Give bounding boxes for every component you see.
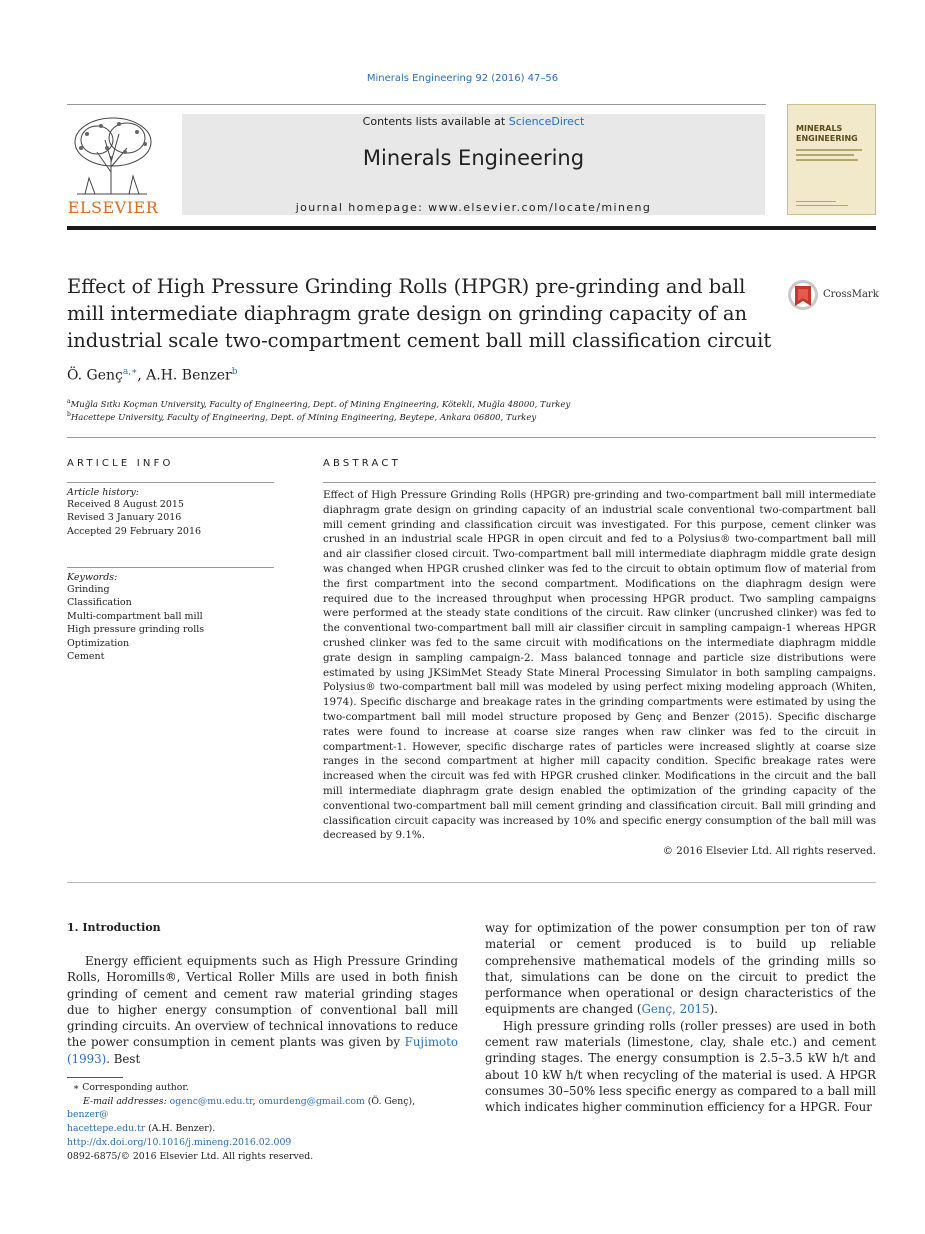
doi-link[interactable]: http://dx.doi.org/10.1016/j.mineng.2016.02.009 <box>67 1137 292 1148</box>
email-owner: (Ö. Genç), <box>364 1096 416 1107</box>
email-owner: (A.H. Benzer). <box>145 1122 216 1134</box>
cover-text-line <box>796 149 862 151</box>
elsevier-wordmark: ELSEVIER <box>67 198 159 217</box>
cover-text-line <box>796 154 854 156</box>
affiliation-text: Muğla Sıtkı Koçman University, Faculty of Engineering, Dept. of Mining Engineering, Kötekli, Muğla 48000, Turkey <box>70 399 571 410</box>
introduction-right-column <box>485 920 876 1116</box>
author-affiliation-marker[interactable]: a,∗ <box>122 367 138 377</box>
homepage-url[interactable]: www.elsevier.com/locate/mineng <box>428 201 652 214</box>
journal-homepage-line <box>182 201 765 214</box>
affiliation-marker: b <box>67 411 71 418</box>
affiliation-marker: a <box>67 398 71 405</box>
sciencedirect-link[interactable]: ScienceDirect <box>508 115 585 128</box>
abstract-copyright: © 2016 Elsevier Ltd. All rights reserved. <box>662 845 876 857</box>
abstract-text: Effect of High Pressure Grinding Rolls (HPGR) pre-grinding and two-compartment ball mill intermediate diaphragm grate design on grinding capacity of an industrial scale conventional two-compartment ball mill cement grinding and classification circuit was investigated. For this purpose, cement clinker was crushed in an industrial scale HPGR in open circuit and fed to a Polysius® two-compartment ball mill and air classifier closed circuit. Two-compartment ball mill intermediate diaphragm middle grate design was changed when HPGR crushed clinker was fed to the circuit to obtain optimum flow of material from the first compartment into the second compartment. Modifications on the diaphragm design were required due to the increased throughput when processing HPGR product. Two sampling campaigns were performed at the steady state conditions of the circuit. Raw clinker (uncrushed clinker) was fed to the conventional two-compartment ball mill air classifier circuit in sampling campaign-1 whereas HPGR crushed clinker was fed to the same circuit with modifications on the intermediate diaphragm middle grate design in sampling campaign-2. Mass balanced tonnage and particle size distributions were estimated by using JKSimMet Steady State Mineral Processing Simulator in both sampling campaigns. Polysius® two-compartment ball mill was modeled by using perfect mixing modeling approach (Whiten, 1974). Specific discharge and breakage rates in the grinding compartments were estimated by using the two-compartment ball mill model structure proposed by Genç and Benzer (2015). Specific discharge rates were found to increase at coarse size ranges when raw clinker was fed to the circuit in compartment-1. However, specific discharge rates of particles were increased slightly at coarse size ranges in the second compartment at higher mill capacity condition. Specific breakage rates were increased when the circuit was fed with HPGR crushed clinker. Modifications in the circuit and the ball mill intermediate diaphragm grate design enabled the optimization of the grinding capacity of the conventional two-compartment ball mill cement grinding and classification circuit. Ball mill grinding and classification circuit capacity was increased by 10% and specific energy consumption of the ball mill was decreased by 9.1%. <box>323 489 876 842</box>
journal-title: Minerals Engineering <box>362 146 585 170</box>
introduction-paragraph-2: High pressure grinding rolls (roller presses) are used in both cement raw materials (limestone, clay, shale etc.) and cement grinding stages. The energy consumption is 2.5–3.5 kW h/t and about 10 kW h/t when recycling of the material is used. A HPGR consumes 30–50% less specific energy as compared to a ball mill which indicates higher comminution efficiency for a HPGR. Four <box>485 1018 876 1115</box>
paragraph-text: way for optimization of the power consumption per ton of raw material or cement produced is to build up reliable comprehensive mathematical models of the grinding mills so that, simulations can be done on the circuit to predict the performance when operational or design characteristics of the equipments are changed ( <box>485 921 876 1017</box>
cover-title <box>796 124 858 144</box>
introduction-paragraph-1 <box>67 953 458 1067</box>
author-affiliation-marker[interactable]: b <box>231 367 238 377</box>
citation-link-genc[interactable]: Genç, 2015 <box>641 1002 710 1017</box>
journal-citation-link[interactable]: Minerals Engineering 92 (2016) 47–56 <box>366 73 559 84</box>
author-name: Ö. Genç <box>67 367 123 384</box>
article-info-heading: ARTICLE INFO <box>67 458 174 469</box>
keyword: Grinding <box>67 584 110 595</box>
keyword: Classification <box>67 597 132 609</box>
received-date: Received 8 August 2015 <box>67 499 184 510</box>
paragraph-text: . Best <box>106 1051 141 1066</box>
abstract-end-rule <box>67 882 876 883</box>
email-addresses-note <box>67 1095 458 1135</box>
cover-text-line <box>796 201 836 202</box>
cover-title-line-2: ENGINEERING <box>796 134 858 143</box>
paper-title: Effect of High Pressure Grinding Rolls (HPGR) pre-grinding and ball mill intermediate diaphragm grate design on grinding capacity of an industrial scale two-compartment cement ball mill classification circuit <box>67 275 772 352</box>
email-link[interactable]: benzer@ <box>67 1109 109 1121</box>
crossmark-label[interactable]: CrossMark <box>823 289 879 300</box>
journal-cover-thumbnail[interactable] <box>787 104 876 215</box>
keyword: High pressure grinding rolls <box>67 624 205 636</box>
homepage-prefix: journal homepage: <box>295 201 429 214</box>
affiliation-b <box>67 411 536 423</box>
author-separator: , <box>137 367 147 384</box>
abstract-rule <box>323 482 876 483</box>
section-rule <box>67 437 876 438</box>
contents-available-line <box>182 115 765 128</box>
keyword: Multi-compartment ball mill <box>67 610 203 622</box>
author-list <box>67 367 238 384</box>
author-name: A.H. Benzer <box>146 367 232 384</box>
accepted-date: Accepted 29 February 2016 <box>67 525 202 537</box>
contents-prefix: Contents lists available at <box>362 115 509 128</box>
citation-link-fujimoto[interactable]: Fujimoto (1993) <box>67 1035 458 1066</box>
header-rule <box>67 104 766 105</box>
email-link-continued[interactable]: hacettepe.edu.tr <box>67 1122 146 1134</box>
introduction-paragraph-continued <box>485 920 876 1018</box>
keywords-rule <box>67 567 274 568</box>
keywords-label: Keywords: <box>67 572 118 583</box>
email-link[interactable]: ogenc@mu.edu.tr <box>169 1096 253 1107</box>
email-separator: , <box>252 1096 259 1107</box>
paragraph-text: Energy efficient equipments such as High Pressure Grinding Rolls, Horomills®, Vertical Roller Mills are used in both finish grinding of cement and cement raw material grinding stages due to higher energy consumption of conventional ball mill grinding circuits. An overview of technical innovations to reduce the power consumption in cement plants was given by <box>67 954 458 1050</box>
corresponding-author-note: ∗ Corresponding author. <box>73 1082 189 1093</box>
email-label: E-mail addresses: <box>83 1096 170 1107</box>
keywords-block <box>67 572 274 663</box>
affiliation-text: Hacettepe University, Faculty of Engineering, Dept. of Mining Engineering, Beytepe, Ankara 06800, Turkey <box>70 412 537 423</box>
abstract-heading: ABSTRACT <box>323 458 401 469</box>
cover-text-line <box>796 205 848 206</box>
footnote-rule <box>67 1077 123 1078</box>
keyword: Cement <box>67 651 105 663</box>
issn-line: 0892-6875/© 2016 Elsevier Ltd. All rights reserved. <box>67 1151 314 1162</box>
affiliation-a <box>67 398 570 410</box>
introduction-heading: 1. Introduction <box>67 921 161 934</box>
email-link[interactable]: omurdeng@gmail.com <box>258 1096 365 1107</box>
history-label: Article history: <box>67 487 139 498</box>
article-history <box>67 487 274 538</box>
revised-date: Revised 3 January 2016 <box>67 512 182 524</box>
header-thick-rule <box>67 226 876 230</box>
paragraph-text: ). <box>709 1002 718 1017</box>
cover-title-line-1: MINERALS <box>796 124 843 133</box>
article-info-rule <box>67 482 274 483</box>
keyword: Optimization <box>67 637 130 649</box>
cover-text-line <box>796 159 858 161</box>
